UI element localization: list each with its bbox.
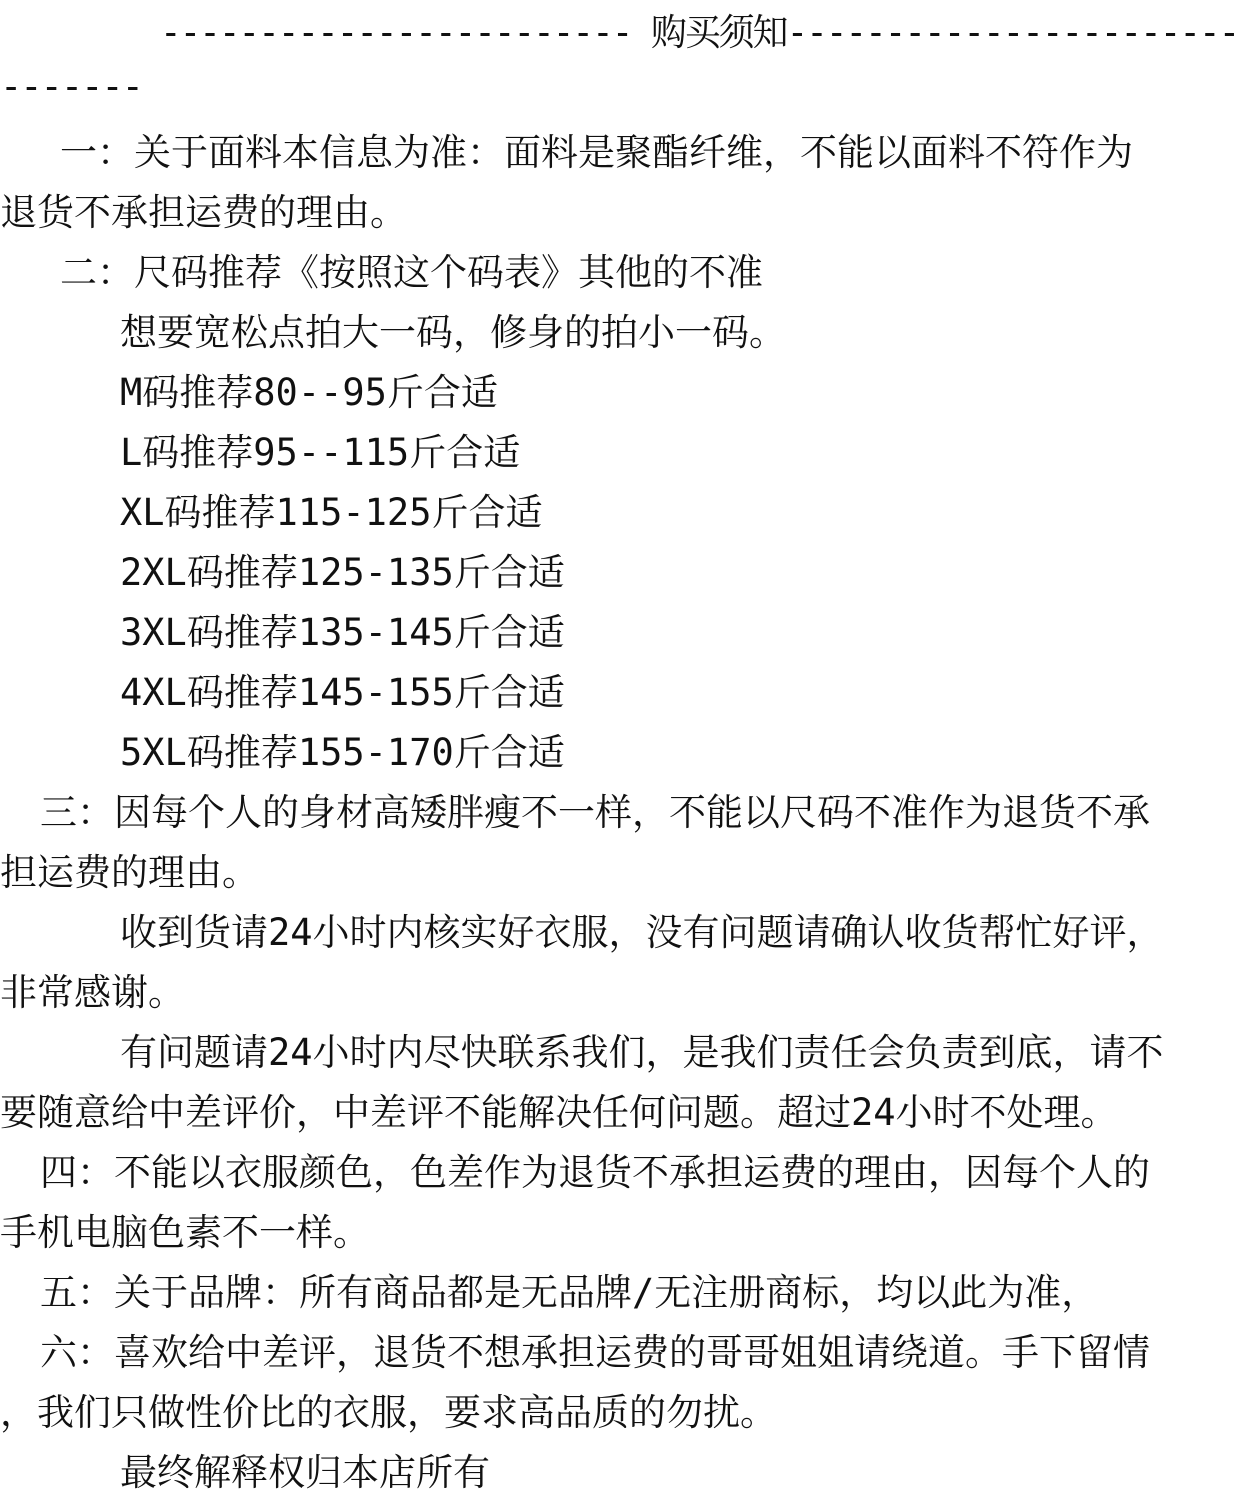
section-1-line-2: 退货不承担运费的理由。 [0,191,407,234]
section-6-line-1: 六：喜欢给中差评，退货不想承担运费的哥哥姐姐请绕道。手下留情 [40,1331,1150,1374]
section-3-line-2: 担运费的理由。 [0,851,259,894]
size-row-3xl: 3XL码推荐135-145斤合适 [120,611,565,654]
size-row-5xl: 5XL码推荐155-170斤合适 [120,731,565,774]
section-6-line-2: ，我们只做性价比的衣服，要求高品质的勿扰。 [0,1391,777,1434]
section-1-line-1: 一：关于面料本信息为准：面料是聚酯纤维，不能以面料不符作为 [60,131,1133,174]
section-3-contact-line-2: 要随意给中差评价，中差评不能解决任何问题。超过24小时不处理。 [0,1091,1118,1134]
size-row-4xl: 4XL码推荐145-155斤合适 [120,671,565,714]
section-3-receipt-line-1: 收到货请24小时内核实好衣服，没有问题请确认收货帮忙好评， [120,911,1164,954]
section-2-heading: 二：尺码推荐《按照这个码表》其他的不准 [60,251,763,294]
notice-title-line: ------------------------ 购买须知----------------------- [160,11,1239,54]
size-row-m: M码推荐80--95斤合适 [120,371,498,414]
section-2-fit-advice: 想要宽松点拍大一码，修身的拍小一码。 [120,311,786,354]
size-row-l: L码推荐95--115斤合适 [120,431,521,474]
section-5-line-1: 五：关于品牌：所有商品都是无品牌/无注册商标，均以此为准， [40,1271,1099,1314]
section-3-line-1: 三：因每个人的身材高矮胖瘦不一样，不能以尺码不准作为退货不承 [40,791,1150,834]
section-3-receipt-line-2: 非常感谢。 [0,971,185,1014]
section-4-line-1: 四：不能以衣服颜色，色差作为退货不承担运费的理由，因每个人的 [40,1151,1150,1194]
notice-title-continuation: ------- [0,65,142,108]
section-3-contact-line-1: 有问题请24小时内尽快联系我们，是我们责任会负责到底，请不 [120,1031,1164,1074]
size-row-xl: XL码推荐115-125斤合适 [120,491,543,534]
section-4-line-2: 手机电脑色素不一样。 [0,1211,370,1254]
size-row-2xl: 2XL码推荐125-135斤合适 [120,551,565,594]
footer-disclaimer: 最终解释权归本店所有 [120,1451,490,1494]
